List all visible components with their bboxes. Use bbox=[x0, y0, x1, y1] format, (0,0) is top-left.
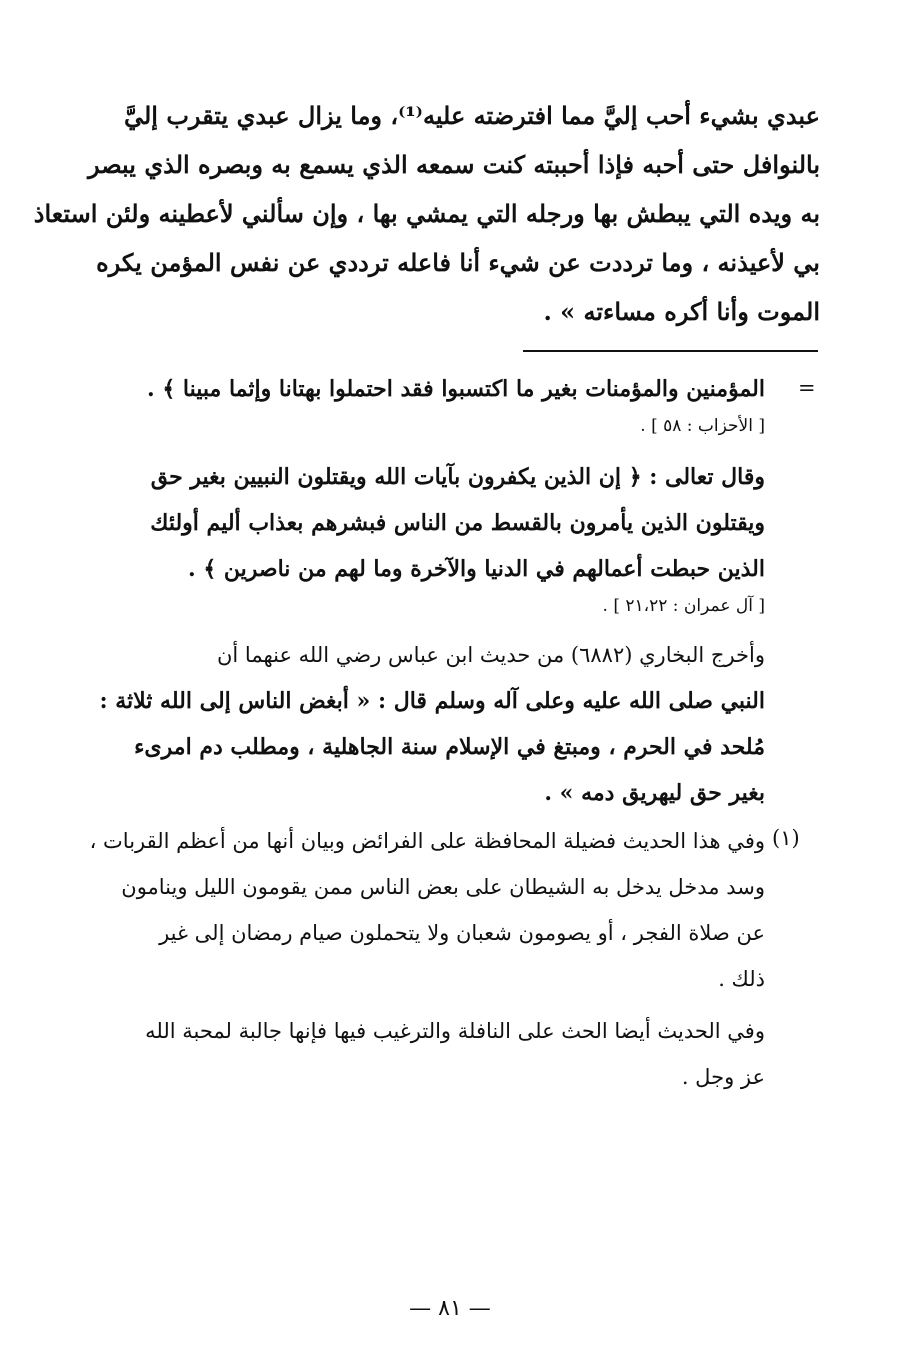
main-line: بالنوافل حتى أحبه فإذا أحببته كنت سمعه الذي يسمع به وبصره الذي يبصر bbox=[87, 150, 820, 179]
footnote-note-extra bbox=[120, 1008, 765, 1100]
note-line: وفي الحديث أيضا الحث على النافلة والترغيب فيها فإنها جالبة لمحبة الله bbox=[145, 1019, 765, 1043]
verse-line: ويقتلون الذين يأمرون بالقسط من الناس فبشرهم بعذاب أليم أولئك bbox=[150, 510, 765, 536]
main-text bbox=[33, 91, 820, 336]
page-number: — ٨١ — bbox=[409, 1296, 491, 1321]
footnote-verse-2 bbox=[120, 454, 765, 620]
footnote-verse-1 bbox=[120, 366, 765, 440]
footnote-divider bbox=[523, 350, 818, 352]
main-line: به ويده التي يبطش بها ورجله التي يمشي بها ، وإن سألني لأعطينه ولئن استعاذ bbox=[33, 199, 820, 228]
main-line: الموت وأنا أكره مساءته » . bbox=[543, 297, 820, 326]
footnote-note-1 bbox=[89, 818, 765, 1002]
main-line: بي لأعيذنه ، وما ترددت عن شيء أنا فاعله ترددي عن نفس المؤمن يكره bbox=[96, 248, 820, 277]
verse-reference: [ الأحزاب : ٥٨ ] . bbox=[640, 416, 765, 436]
footnote-number: (١) bbox=[772, 826, 800, 850]
continuation-marker: = bbox=[798, 376, 816, 400]
note-line: عز وجل . bbox=[681, 1065, 765, 1089]
note-line: وسد مدخل يدخل به الشيطان على بعض الناس ممن يقومون الليل وينامون bbox=[121, 875, 765, 899]
main-line: عبدي بشيء أحب إليَّ مما افترضته عليه⁽¹⁾، وما يزال عبدي يتقرب إليَّ bbox=[123, 101, 820, 130]
footnote-hadith bbox=[99, 632, 765, 816]
verse-reference: [ آل عمران : ٢١،٢٢ ] . bbox=[602, 596, 765, 616]
hadith-line: النبي صلى الله عليه وعلى آله وسلم قال : « أبغض الناس إلى الله ثلاثة : bbox=[99, 688, 765, 714]
hadith-line: بغير حق ليهريق دمه » . bbox=[544, 780, 765, 806]
verse-line: الذين حبطت أعمالهم في الدنيا والآخرة وما لهم من ناصرين ﴾ . bbox=[188, 556, 765, 582]
hadith-line: وأخرج البخاري (٦٨٨٢) من حديث ابن عباس رضي الله عنهما أن bbox=[216, 643, 765, 667]
note-line: عن صلاة الفجر ، أو يصومون شعبان ولا يتحملون صيام رمضان إلى غير bbox=[159, 921, 765, 945]
verse-line: المؤمنين والمؤمنات بغير ما اكتسبوا فقد احتملوا بهتانا وإثما مبينا ﴾ . bbox=[147, 376, 765, 402]
hadith-line: مُلحد في الحرم ، ومبتغ في الإسلام سنة الجاهلية ، ومطلب دم امرىء bbox=[134, 734, 765, 760]
verse-line: وقال تعالى : ﴿ إن الذين يكفرون بآيات الله ويقتلون النبيين بغير حق bbox=[150, 464, 765, 490]
note-line: ذلك . bbox=[718, 967, 765, 991]
note-line: وفي هذا الحديث فضيلة المحافظة على الفرائض وبيان أنها من أعظم القربات ، bbox=[89, 829, 765, 853]
